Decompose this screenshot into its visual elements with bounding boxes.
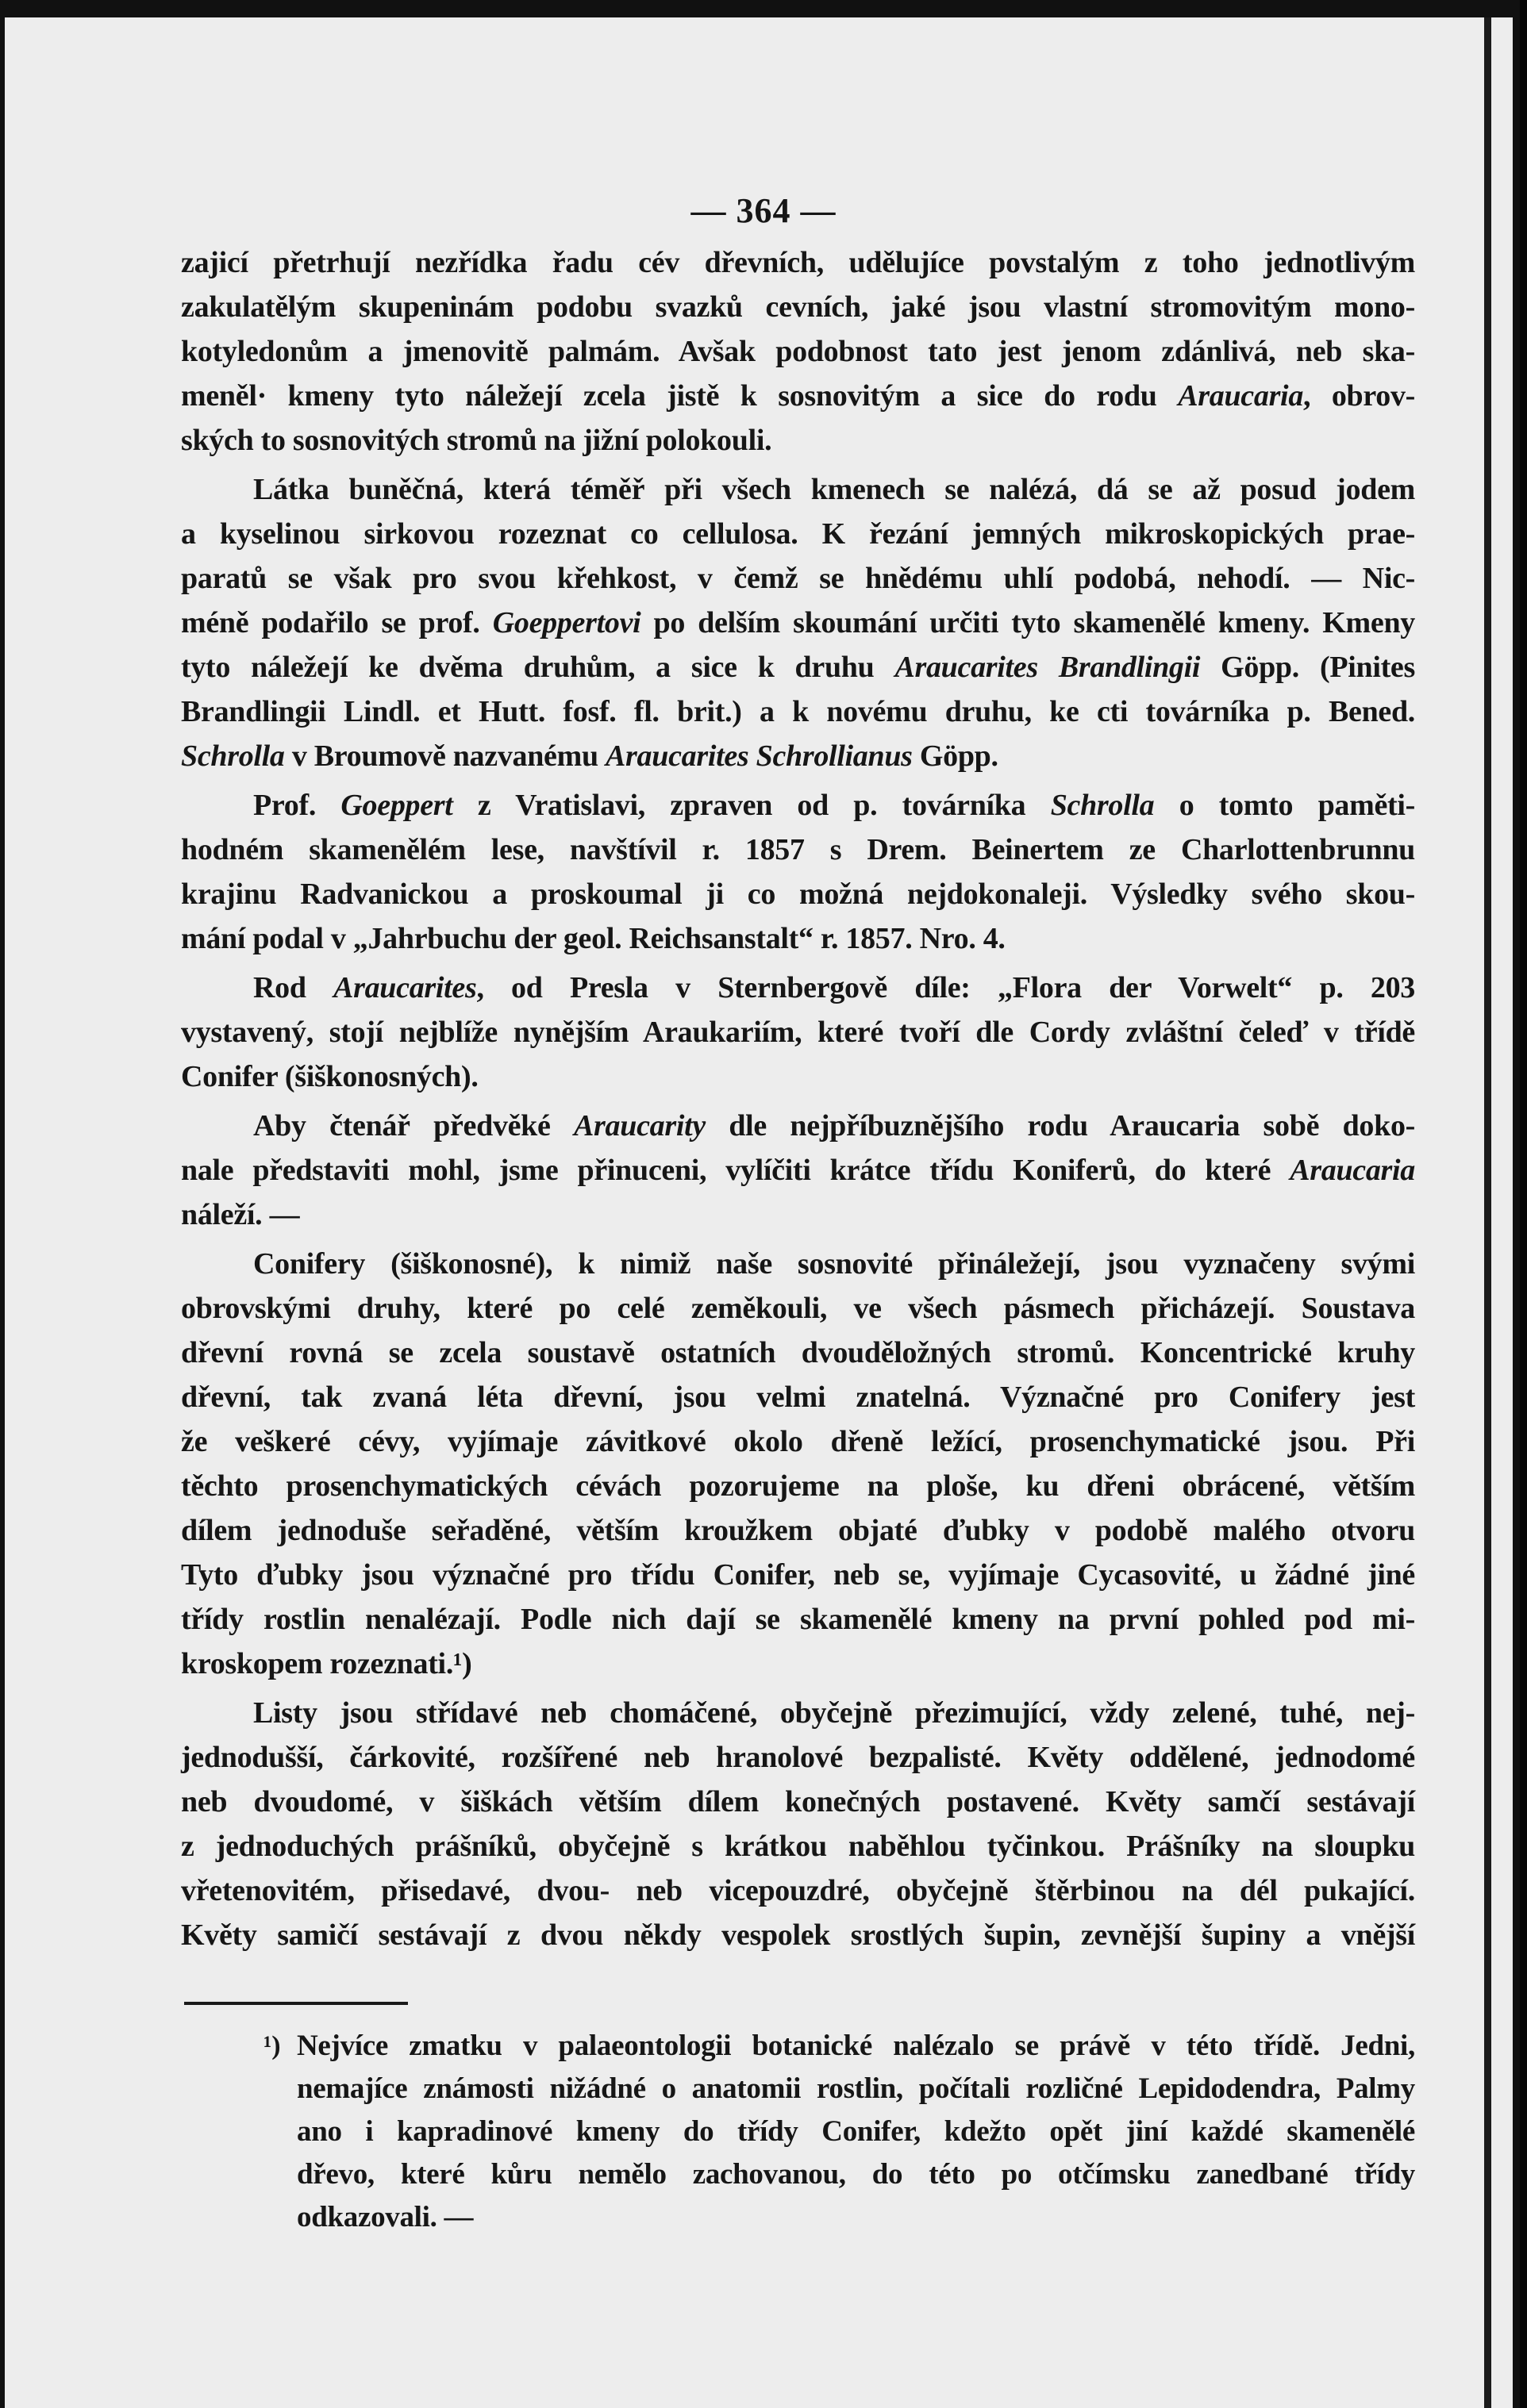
text-line: [181, 783, 1415, 828]
text-run: méně podařilo se prof.: [181, 606, 493, 639]
text-run: Tyto ďubky jsou význačné pro třídu Conifer, neb se, vyjímaje Cycasovité, u žádné jiné: [181, 1558, 1415, 1592]
footnote: [263, 2025, 1415, 2239]
paragraph: [181, 467, 1415, 778]
text-line: [181, 1375, 1415, 1419]
text-line: [181, 1286, 1415, 1331]
text-line: [181, 1104, 1415, 1148]
text-line: [181, 1913, 1415, 1957]
text-run: zakulatělým skupeninám podobu svazků cevních, jaké jsou vlastní stromovitým mono-: [181, 290, 1415, 324]
text-run: mání podal v „Jahrbuchu der geol. Reichsanstalt“ r. 1857. Nro. 4.: [181, 922, 1006, 955]
footnote-rule: [184, 2002, 408, 2005]
text-run: třídy rostlin nenalézají. Podle nich dají se skamenělé kmeny na první pohled pod mi-: [181, 1603, 1415, 1636]
text-run: Rod: [253, 971, 334, 1004]
text-line: [181, 1242, 1415, 1286]
text-line: [181, 1010, 1415, 1054]
text-line: [181, 1054, 1415, 1099]
text-line: [181, 1508, 1415, 1553]
text-run: kroskopem rozeznati.¹): [181, 1647, 472, 1680]
text-run: ských to sosnovitých stromů na jižní polokouli.: [181, 424, 772, 457]
italic-term: Araucarity: [574, 1109, 706, 1143]
text-run: a kyselinou sirkovou rozeznat co cellulosa. K řezání jemných mikroskopických prae-: [181, 517, 1415, 551]
italic-term: Araucarites: [333, 971, 477, 1004]
footnote-line: dřevo, které kůru nemělo zachovanou, do této po otčímsku zanedbané třídy: [297, 2158, 1415, 2191]
text-run: o tomto paměti-: [1154, 789, 1415, 822]
text-run: krajinu Radvanickou a proskoumal ji co možná nejdokonaleji. Výsledky svého skou-: [181, 878, 1415, 911]
text-run: Conifer (šiškonosných).: [181, 1060, 479, 1093]
text-run: Brandlingii Lindl. et Hutt. fosf. fl. brit.) a k novému druhu, ke cti továrníka p. Bened.: [181, 695, 1415, 728]
text-run: neb dvoudomé, v šiškách větším dílem konečných postavené. Květy samčí sestávají: [181, 1785, 1415, 1818]
footnote-line: Nejvíce zmatku v palaeontologii botanické nalézalo se právě v této třídě. Jedni,: [297, 2030, 1415, 2062]
text-run: v Broumově nazvanému: [284, 739, 606, 773]
text-line: [181, 418, 1415, 463]
text-run: z jednoduchých prášníků, obyčejně s krátkou naběhlou tyčinkou. Prášníky na sloupku: [181, 1830, 1415, 1863]
text-line: [181, 1824, 1415, 1868]
text-run: meněl· kmeny tyto náležejí zcela jistě k sosnovitým a sice do rodu: [181, 379, 1179, 413]
text-line: [181, 872, 1415, 916]
text-run: Aby čtenář předvěké: [253, 1109, 575, 1143]
text-line: [181, 1691, 1415, 1735]
text-line: [181, 512, 1415, 556]
text-run: paratů se však pro svou křehkost, v čemž se hnědému uhlí podobá, nehodí. — Nic-: [181, 562, 1415, 595]
italic-term: Goeppertovi: [492, 606, 641, 639]
italic-term: Goeppert: [340, 789, 453, 822]
text-line: [181, 1597, 1415, 1642]
text-run: tyto náležejí ke dvěma druhům, a sice k druhu: [181, 651, 895, 684]
text-run: dřevní rovná se zcela soustavě ostatních dvouděložných stromů. Koncentrické kruhy: [181, 1336, 1415, 1369]
text-line: [181, 329, 1415, 374]
paragraph: [181, 1104, 1415, 1237]
text-run: Conifery (šiškonosné), k nimiž naše sosnovité přináležejí, jsou vyznačeny svými: [253, 1247, 1415, 1281]
page-fold-shadow: [1484, 17, 1491, 2408]
text-run: Listy jsou střídavé neb chomáčené, obyčejně přezimující, vždy zelené, tuhé, nej-: [253, 1696, 1415, 1730]
italic-term: Araucarites Brandlingii: [894, 651, 1201, 684]
text-line: [181, 1148, 1415, 1192]
text-run: dle nejpříbuznějšího rodu Araucaria sobě doko-: [705, 1109, 1415, 1143]
text-run: z Vratislavi, zpraven od p. továrníka: [452, 789, 1051, 822]
page-number: — 364 —: [690, 191, 837, 230]
text-run: vřetenovitém, přisedavé, dvou- neb vicepouzdré, obyčejně štěrbinou na dél pukající.: [181, 1874, 1415, 1907]
text-line: [181, 1331, 1415, 1375]
footnote-marker: ¹): [263, 2031, 281, 2060]
text-run: hodném skamenělém lese, navštívil r. 1857 s Drem. Beinertem ze Charlottenbrunnu: [181, 833, 1415, 866]
text-run: kotyledonům a jmenovitě palmám. Avšak podobnost tato jest jenom zdánlivá, neb ska-: [181, 335, 1415, 368]
text-run: , obrov-: [1303, 379, 1415, 413]
text-line: [181, 1868, 1415, 1913]
text-line: [181, 240, 1415, 285]
text-run: jednodušší, čárkovité, rozšířené neb hranolové bezpalisté. Květy oddělené, jednodomé: [181, 1741, 1415, 1774]
text-line: [181, 689, 1415, 734]
text-run: Göpp. (Pinites: [1200, 651, 1415, 684]
text-run: zajicí přetrhují nezřídka řadu cév dřevních, udělujíce povstalým z toho jednotlivým: [181, 246, 1415, 279]
text-line: [181, 1735, 1415, 1780]
italic-term: Schrolla: [181, 739, 285, 773]
text-line: [181, 556, 1415, 601]
text-run: vystavený, stojí nejblíže nynějším Araukariím, které tvoří dle Cordy zvláštní čeleď v třídě: [181, 1016, 1415, 1049]
text-run: Látka buněčná, která téměř při všech kmenech se nalézá, dá se až posud jodem: [253, 473, 1415, 506]
italic-term: Araucarites Schrollianus: [606, 739, 913, 773]
text-line: [181, 916, 1415, 961]
text-run: Göpp.: [912, 739, 998, 773]
main-text: [181, 240, 1415, 1957]
footnote-line: odkazovali. —: [297, 2201, 474, 2233]
scan-edge: [1520, 0, 1527, 2408]
text-line: [181, 828, 1415, 872]
paragraph: [181, 1242, 1415, 1686]
text-line: [181, 1780, 1415, 1824]
text-run: obrovskými druhy, které po celé zeměkouli, ve všech pásmech přicházejí. Soustava: [181, 1292, 1415, 1325]
text-line: [181, 1642, 1415, 1686]
text-run: těchto prosenchymatických cévách pozorujeme na ploše, ku dřeni obrácené, větším: [181, 1469, 1415, 1503]
footnote-line: ano i kapradinové kmeny do třídy Conifer, kdežto opět jiní každé skamenělé: [297, 2115, 1415, 2148]
paragraph: [181, 240, 1415, 463]
text-line: [181, 1192, 1415, 1237]
text-run: po delším skoumání určiti tyto skamenělé kmeny. Kmeny: [640, 606, 1416, 639]
text-run: , od Presla v Sternbergově díle: „Flora der Vorwelt“ p. 203: [476, 971, 1415, 1004]
text-line: [181, 1553, 1415, 1597]
paragraph: [181, 1691, 1415, 1957]
text-line: [181, 734, 1415, 778]
text-run: nale představiti mohl, jsme přinuceni, vylíčiti krátce třídu Koniferů, do které: [181, 1154, 1290, 1187]
text-run: Prof.: [253, 789, 341, 822]
text-line: [181, 1419, 1415, 1464]
italic-term: Araucaria: [1290, 1154, 1415, 1187]
paragraph: [181, 783, 1415, 961]
text-line: [181, 467, 1415, 512]
text-line: [181, 601, 1415, 645]
paragraph: [181, 966, 1415, 1099]
text-line: [181, 645, 1415, 689]
text-run: dílem jednoduše seřaděné, větším kroužkem objaté ďubky v podobě malého otvoru: [181, 1514, 1415, 1547]
text-line: [181, 374, 1415, 418]
footnote-line: nemajíce známosti nižádné o anatomii rostlin, počítali rozličné Lepidodendra, Palmy: [297, 2072, 1415, 2105]
text-line: [181, 966, 1415, 1010]
text-line: [181, 1464, 1415, 1508]
text-run: Květy samičí sestávají z dvou někdy vespolek srostlých šupin, zevnější šupiny a vnější: [181, 1918, 1415, 1952]
text-line: [181, 285, 1415, 329]
text-run: že veškeré cévy, vyjímaje závitkové okolo dřeně ležící, prosenchymatické jsou. Při: [181, 1425, 1415, 1458]
text-run: náleží. —: [181, 1198, 300, 1231]
text-run: dřevní, tak zvaná léta dřevní, jsou velmi znatelná. Význačné pro Conifery jest: [181, 1381, 1415, 1414]
italic-term: Schrolla: [1050, 789, 1155, 822]
italic-term: Araucaria: [1178, 379, 1304, 413]
